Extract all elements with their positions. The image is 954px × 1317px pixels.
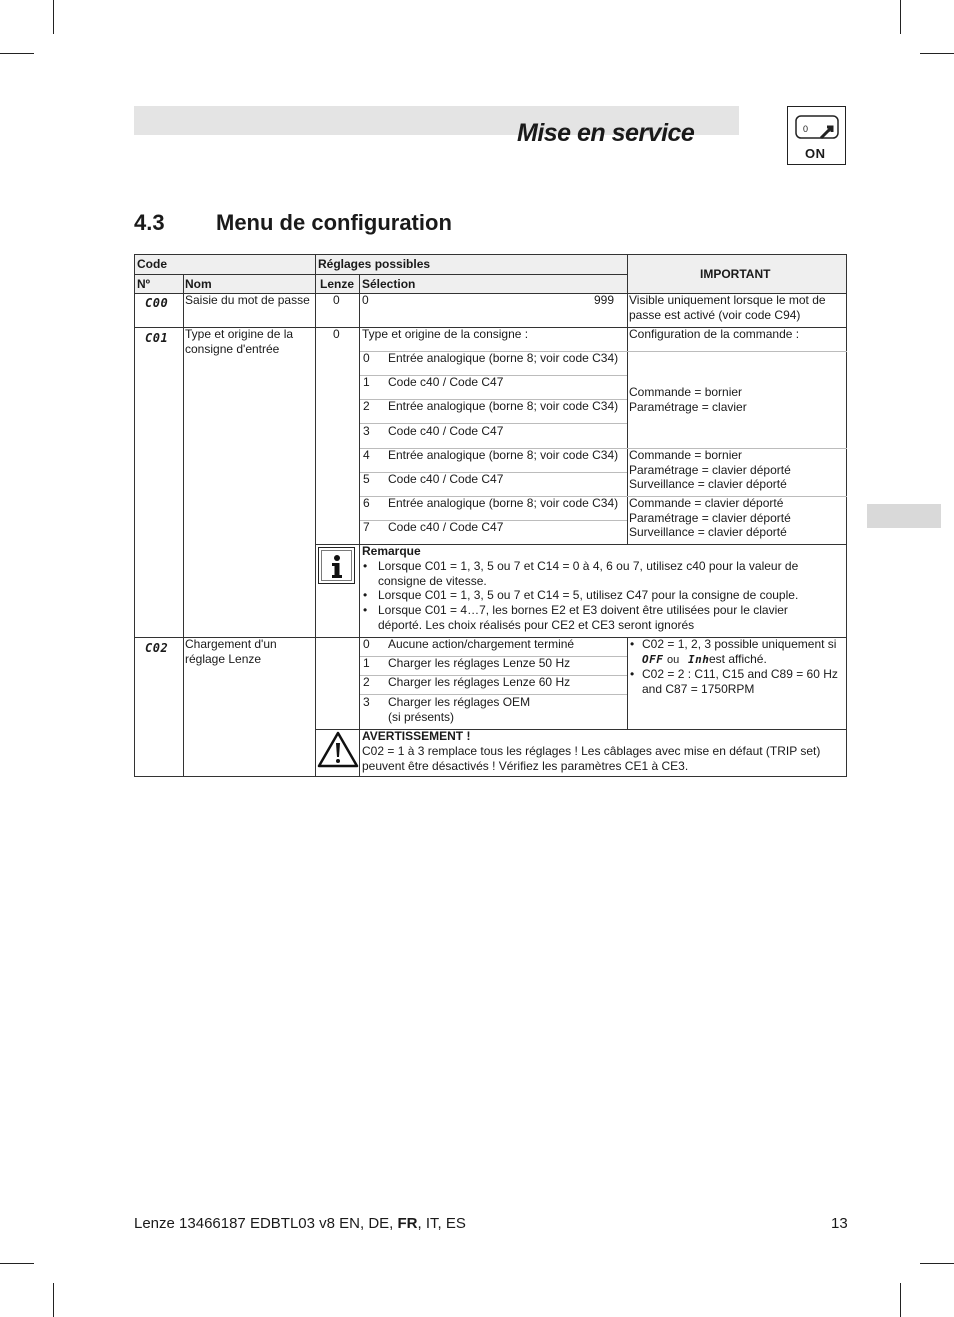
option-text: Code c40 / Code C47 [388, 375, 504, 389]
warning-text: peuvent être désactivés ! Vérifiez les paramètres CE1 à CE3. [362, 759, 689, 773]
option-number: 2 [363, 675, 370, 689]
option-text: Entrée analogique (borne 8; voir code C34) [388, 351, 619, 365]
crop-mark [920, 53, 954, 54]
or-text: ou [667, 654, 680, 666]
important-c01-g2: Surveillance = clavier déporté [629, 477, 787, 491]
important-c01-g1: Paramétrage = clavier [629, 400, 747, 414]
important-c01-g3: Commande = clavier déporté [629, 496, 784, 510]
option-number: 1 [363, 375, 370, 389]
crop-mark [0, 53, 34, 54]
name-c02-l2: réglage Lenze [185, 652, 262, 666]
option-text: Aucune action/chargement terminé [388, 637, 575, 651]
header-important: IMPORTANT [700, 267, 771, 281]
warning-icon [317, 731, 359, 769]
important-c01-title: Configuration de la commande : [629, 327, 800, 341]
option-number: 6 [363, 496, 370, 510]
sel-min-c00: 0 [362, 293, 369, 307]
note-2: Lorsque C01 = 1, 3, 5 ou 7 et C14 = 5, utilisez C47 pour la consigne de couple. [378, 588, 799, 602]
option-text: Code c40 / Code C47 [388, 424, 504, 438]
option-number: 1 [363, 656, 370, 670]
on-label: ON [805, 146, 826, 161]
crop-mark [53, 0, 54, 34]
crop-mark [0, 1263, 34, 1264]
option-number: 0 [363, 351, 370, 365]
warning-text: C02 = 1 à 3 remplace tous les réglages ! Les câblages avec mise en défaut (TRIP set) [362, 744, 821, 758]
lenze-c01: 0 [333, 327, 340, 341]
option-number: 2 [363, 399, 370, 413]
sel-max-c00: 999 [594, 293, 615, 307]
configuration-table: Code Réglages possibles IMPORTANT Nº Nom Lenze Sélection C00 Saisie du mot de passe 0 0 999 Visible uniquement lorsque le mot de passe est activé (voir code C94) C01 Type et origine de la consigne d'entrée 0 Type et origine de la consigne : 0 Entrée analogique (borne 8; voir code C34) 1 Code c40 / Code C47 2 Entrée analogique (borne 8; voir code C34) 3 Code c40 / Code C47 4 Entrée analogique (borne 8; voir code C34) 5 Code c40 / Code C47 6 Entrée analogique (borne 8; voir code C34) 7 Code c40 / Code C47 Configuration de la commande : Commande = bornier Paramétrage = clavier Commande = bornier Paramétrage = clavier déporté Surveillance = clavier déporté Commande = clavier déporté Paramétrage = clavier déporté Surveillance = clavier déporté Remarque • Lorsque C01 = 1, 3, 5 ou 7 et C14 = 0 à 4, 6 ou 7, utilisez c40 pour la valeur de consigne de vitesse. • Lorsque C01 = 1, 3, 5 ou 7 et C14 = 5, utilisez C47 pour la consigne de couple. • Lorsque C01 = 4…7, les bornes E2 et E3 doivent être utilisées pour le clavier déporté. Les choix réalisés pour CE2 et CE3 seront ignorés C02 Chargement d'un réglage Lenze 0 Aucune action/chargement terminé 1 Charger les réglages Lenze 50 Hz 2 Charger les réglages Lenze 60 Hz 3 Charger les réglages OEM (si présents) • C02 = 1, 2, 3 possible uniquement si OFF ou Inh est affiché. • C02 = 2 : C11, C15 and C89 = 60 Hz and C87 = 1750RPM AVERTISSEMENT ! C02 = 1 à 3 remplace tous les réglages ! Les câblages avec mise en défaut (TRIP set) peuvent être désactivés ! Vérifiez les paramètres CE1 à CE3. [134, 254, 847, 777]
option-text: Entrée analogique (borne 8; voir code C34) [388, 448, 619, 462]
option-number: 4 [363, 448, 370, 462]
important-c01-g2: Commande = bornier [629, 448, 743, 462]
important-c02-2: C02 = 2 : C11, C15 and C89 = 60 Hz [642, 667, 838, 681]
svg-text:I: I [828, 124, 831, 134]
option-text: (si présents) [388, 710, 455, 724]
lenze-c00: 0 [333, 293, 340, 307]
name-c00: Saisie du mot de passe [185, 293, 310, 307]
name-c01-l1: Type et origine de la [185, 327, 294, 341]
note-3: déporté. Les choix réalisés pour CE2 et CE3 seront ignorés [378, 618, 695, 632]
info-icon [318, 547, 356, 585]
header-nom: Nom [185, 277, 212, 291]
page-number: 13 [831, 1215, 848, 1232]
header-code: Code [137, 257, 167, 271]
option-text: Entrée analogique (borne 8; voir code C34) [388, 399, 619, 413]
name-c01-l2: consigne d'entrée [185, 342, 280, 356]
footer-doc-info: Lenze 13466187 EDBTL03 v8 EN, DE, FR, IT, ES [134, 1215, 466, 1232]
important-c02-2: and C87 = 1750RPM [642, 682, 755, 696]
important-c01-g3: Paramétrage = clavier déporté [629, 511, 791, 525]
page-header-title: Mise en service [517, 119, 695, 147]
option-text: Code c40 / Code C47 [388, 520, 504, 534]
important-c02-1-tail: est affiché. [709, 652, 767, 666]
important-c01-g1: Commande = bornier [629, 385, 743, 399]
note-3: Lorsque C01 = 4…7, les bornes E2 et E3 doivent être utilisées pour le clavier [378, 603, 788, 617]
important-c02-1: C02 = 1, 2, 3 possible uniquement si [642, 637, 837, 651]
important-c01-g2: Paramétrage = clavier déporté [629, 463, 791, 477]
side-thumb-tab [867, 504, 941, 528]
important-c00-l1: Visible uniquement lorsque le mot de [629, 293, 826, 307]
section-title: Menu de configuration [216, 210, 452, 235]
crop-mark [900, 0, 901, 34]
header-reglages: Réglages possibles [318, 257, 431, 271]
option-text: Entrée analogique (borne 8; voir code C34) [388, 496, 619, 510]
code-c02: C02 [145, 641, 169, 655]
display-off: OFF [642, 653, 664, 666]
option-text: Code c40 / Code C47 [388, 472, 504, 486]
option-text: Charger les réglages Lenze 50 Hz [388, 656, 571, 670]
name-c02-l1: Chargement d'un [185, 637, 277, 651]
sel-title-c01: Type et origine de la consigne : [362, 327, 529, 341]
header-no: Nº [137, 277, 151, 291]
important-c00-l2: passe est activé (voir code C94) [629, 308, 801, 322]
option-text: Charger les réglages Lenze 60 Hz [388, 675, 571, 689]
note-1: consigne de vitesse. [378, 574, 487, 588]
code-c00: C00 [145, 296, 169, 310]
important-c01-g3: Surveillance = clavier déporté [629, 525, 787, 539]
note-title: Remarque [362, 544, 421, 558]
power-switch-icon [787, 106, 846, 165]
crop-mark [53, 1283, 54, 1317]
display-inh: Inh [688, 653, 710, 666]
note-1: Lorsque C01 = 1, 3, 5 ou 7 et C14 = 0 à 4, 6 ou 7, utilisez c40 pour la valeur de [378, 559, 799, 573]
option-number: 7 [363, 520, 370, 534]
option-number: 0 [363, 637, 370, 651]
option-text: Charger les réglages OEM [388, 695, 531, 709]
section-number: 4.3 [134, 210, 165, 235]
warning-title: AVERTISSEMENT ! [362, 729, 471, 743]
header-selection: Sélection [362, 277, 416, 291]
crop-mark [920, 1263, 954, 1264]
header-lenze: Lenze [320, 277, 355, 291]
code-c01: C01 [145, 331, 169, 345]
crop-mark [900, 1283, 901, 1317]
option-number: 5 [363, 472, 370, 486]
option-number: 3 [363, 695, 370, 709]
option-number: 3 [363, 424, 370, 438]
svg-text:0: 0 [803, 124, 809, 134]
